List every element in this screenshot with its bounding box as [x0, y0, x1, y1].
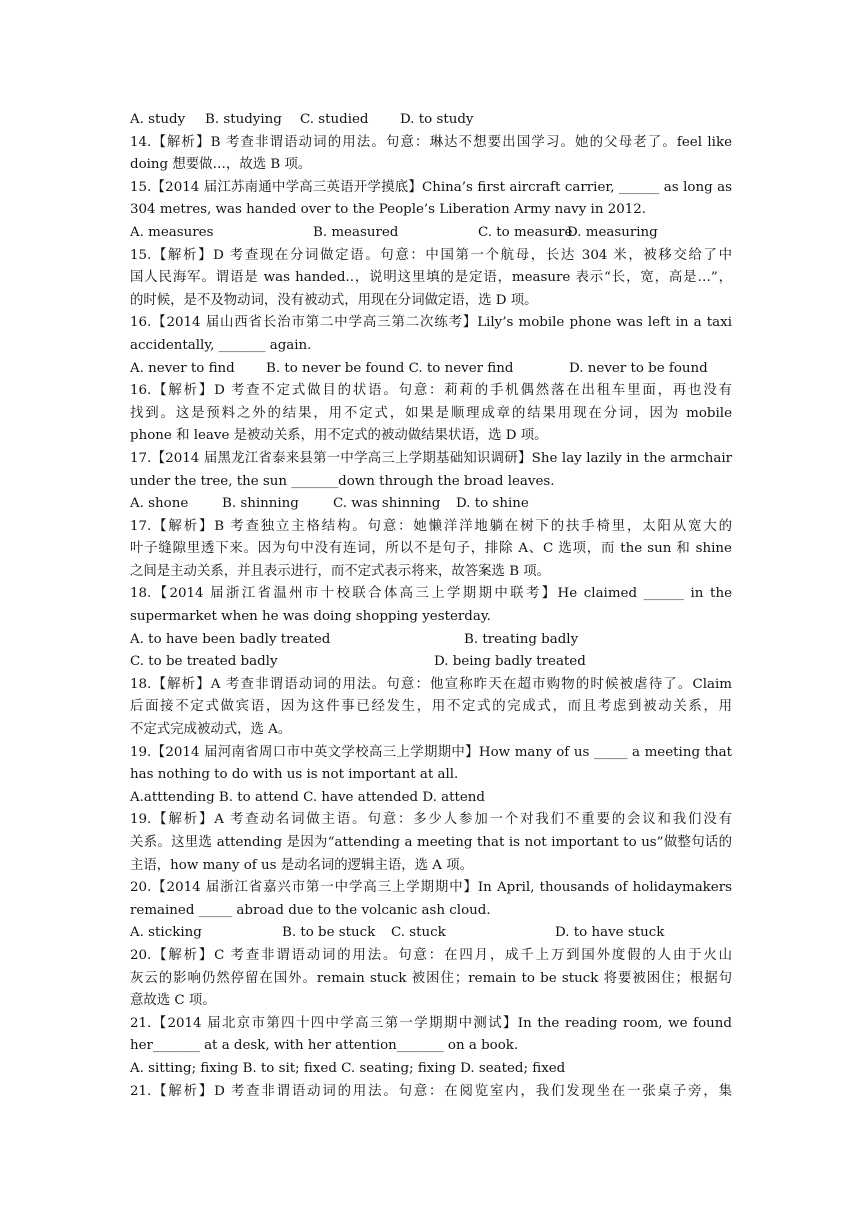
answer-option: C. stuck	[391, 925, 446, 941]
text-line: 20.【解析】C 考查非谓语动词的用法。句意：在四月，成千上万到国外度假的人由于火山	[130, 947, 732, 963]
text-line: 找到。这是预料之外的结果，用不定式，如果是顺理成章的结果用现在分词，因为 mobile	[130, 405, 732, 421]
answer-option: C. to measure	[478, 224, 573, 240]
options-line	[130, 651, 732, 674]
answer-option: D. to study	[400, 112, 474, 127]
options-line	[130, 922, 732, 945]
text-line: 16.【2014 届山西省长治市第二中学高三第二次练考】Lily’s mobile phone was left in a taxi	[130, 315, 732, 331]
answer-option: A. to have been badly treated	[130, 631, 331, 647]
answer-option: A. sticking	[130, 925, 202, 941]
options-line	[130, 222, 732, 245]
text-line: 意故选 C 项。	[130, 993, 216, 1009]
text-line: 19.【解析】A 考查动名词做主语。句意：多少人参加一个对我们不重要的会议和我们没有	[130, 812, 732, 828]
text-line: 关系。这里选 attending 是因为“attending a meeting that is not important to us”做整句话的	[130, 835, 732, 850]
answer-option: A. measures	[130, 224, 214, 240]
text-line: 不定式完成被动式，选 A。	[130, 722, 292, 738]
answer-option: B. treating badly	[464, 631, 579, 647]
answer-option: A. shone	[130, 496, 189, 512]
answer-option: A. study	[130, 112, 186, 127]
text-line: remained _____ abroad due to the volcanic ash cloud.	[130, 902, 491, 918]
options-line	[130, 629, 732, 652]
text-line: supermarket when he was doing shopping yesterday.	[130, 609, 491, 625]
answer-option: B. measured	[313, 224, 399, 240]
answer-option: D. to have stuck	[555, 925, 665, 941]
text-line: 304 metres, was handed over to the People’s Liberation Army navy in 2012.	[130, 202, 647, 218]
text-line: 灰云的影响仍然停留在国外。remain stuck 被困住；remain to be stuck 将要被困住；根据句	[130, 970, 732, 986]
document-body	[130, 109, 732, 1103]
text-line: 18.【解析】A 考查非谓语动词的用法。句意：他宣称昨天在超市购物的时候被虐待了。Claim	[130, 676, 732, 692]
text-line: phone 和 leave 是被动关系，用不定式的被动做结果状语，选 D 项。	[130, 428, 548, 444]
options-line	[130, 493, 732, 516]
text-line: 20.【2014 届浙江省嘉兴市第一中学高三上学期期中】In April, thousands of holidaymakers	[130, 880, 732, 896]
text-line: A. sitting; fixing B. to sit; fixed C. seating; fixing D. seated; fixed	[130, 1060, 566, 1076]
answer-option: D. measuring	[567, 224, 658, 240]
answer-option: D. to shine	[456, 496, 529, 512]
text-line: 21.【2014 届北京市第四十四中学高三第一学期期中测试】In the reading room, we found	[130, 1015, 732, 1031]
text-line: 后面接不定式做宾语，因为这件事已经发生，用不定式的完成式，而且考虑到被动关系，用	[130, 699, 732, 715]
answer-option: B. studying	[205, 112, 282, 127]
text-line: has nothing to do with us is not important at all.	[130, 767, 459, 783]
answer-option: B. to be stuck	[282, 925, 376, 941]
options-line	[130, 358, 732, 381]
options-line	[130, 109, 732, 132]
text-line: 19.【2014 届河南省周口市中英文学校高三上学期期中】How many of us _____ a meeting that	[130, 744, 732, 760]
answer-option: C. was shinning	[333, 496, 441, 512]
answer-option: C. studied	[300, 112, 369, 127]
text-line: 16.【解析】D 考查不定式做目的状语。句意：莉莉的手机偶然落在出租车里面，再也没有	[130, 383, 732, 399]
text-line: 叶子缝隙里透下来。因为句中没有连词，所以不是句子，排除 A、C 选项，而 the sun 和 shine	[130, 541, 732, 557]
text-line: 的时候，是不及物动词，没有被动式，用现在分词做定语，选 D 项。	[130, 292, 538, 308]
text-line: A.atttending B. to attend C. have attended D. attend	[130, 789, 485, 805]
text-line: her_______ at a desk, with her attention_______ on a book.	[130, 1038, 519, 1054]
text-line: 15.【2014 届江苏南通中学高三英语开学摸底】China’s first aircraft carrier, ______ as long as	[130, 179, 732, 195]
text-line: 21.【解析】D 考查非谓语动词的用法。句意：在阅览室内，我们发现坐在一张桌子旁，集	[130, 1083, 732, 1099]
answer-option: B. to never be found C. to never find	[266, 360, 514, 376]
text-line: 之间是主动关系，并且表示进行，而不定式表示将来，故答案选 B 项。	[130, 563, 551, 579]
answer-option: D. being badly treated	[434, 654, 586, 670]
text-line: 17.【2014 届黑龙江省泰来县第一中学高三上学期基础知识调研】She lay lazily in the armchair	[130, 450, 732, 466]
answer-option: A. never to find	[130, 360, 235, 376]
answer-option: B. shinning	[222, 496, 299, 512]
text-line: doing 想要做…，故选 B 项。	[130, 157, 312, 173]
text-line: accidentally, _______ again.	[130, 337, 312, 353]
answer-option: C. to be treated badly	[130, 654, 278, 670]
answer-option: D. never to be found	[569, 360, 708, 376]
text-line: 15.【解析】D 考查现在分词做定语。句意：中国第一个航母，长达 304 米，被移交给了中	[130, 247, 732, 263]
text-line: 17.【解析】B 考查独立主格结构。句意：她懒洋洋地躺在树下的扶手椅里，太阳从宽大的	[130, 518, 732, 534]
text-line: 14.【解析】B 考查非谓语动词的用法。句意：琳达不想要出国学习。她的父母老了。feel like	[130, 134, 732, 150]
text-line: 18.【2014 届浙江省温州市十校联合体高三上学期期中联考】He claimed ______ in the	[130, 586, 732, 602]
text-line: 主语，how many of us 是动名词的逻辑主语，选 A 项。	[130, 857, 473, 873]
text-line: under the tree, the sun _______down through the broad leaves.	[130, 473, 555, 489]
text-line: 国人民海军。谓语是 was handed..，说明这里填的是定语，measure 表示“长，宽，高是…”，	[130, 270, 732, 286]
